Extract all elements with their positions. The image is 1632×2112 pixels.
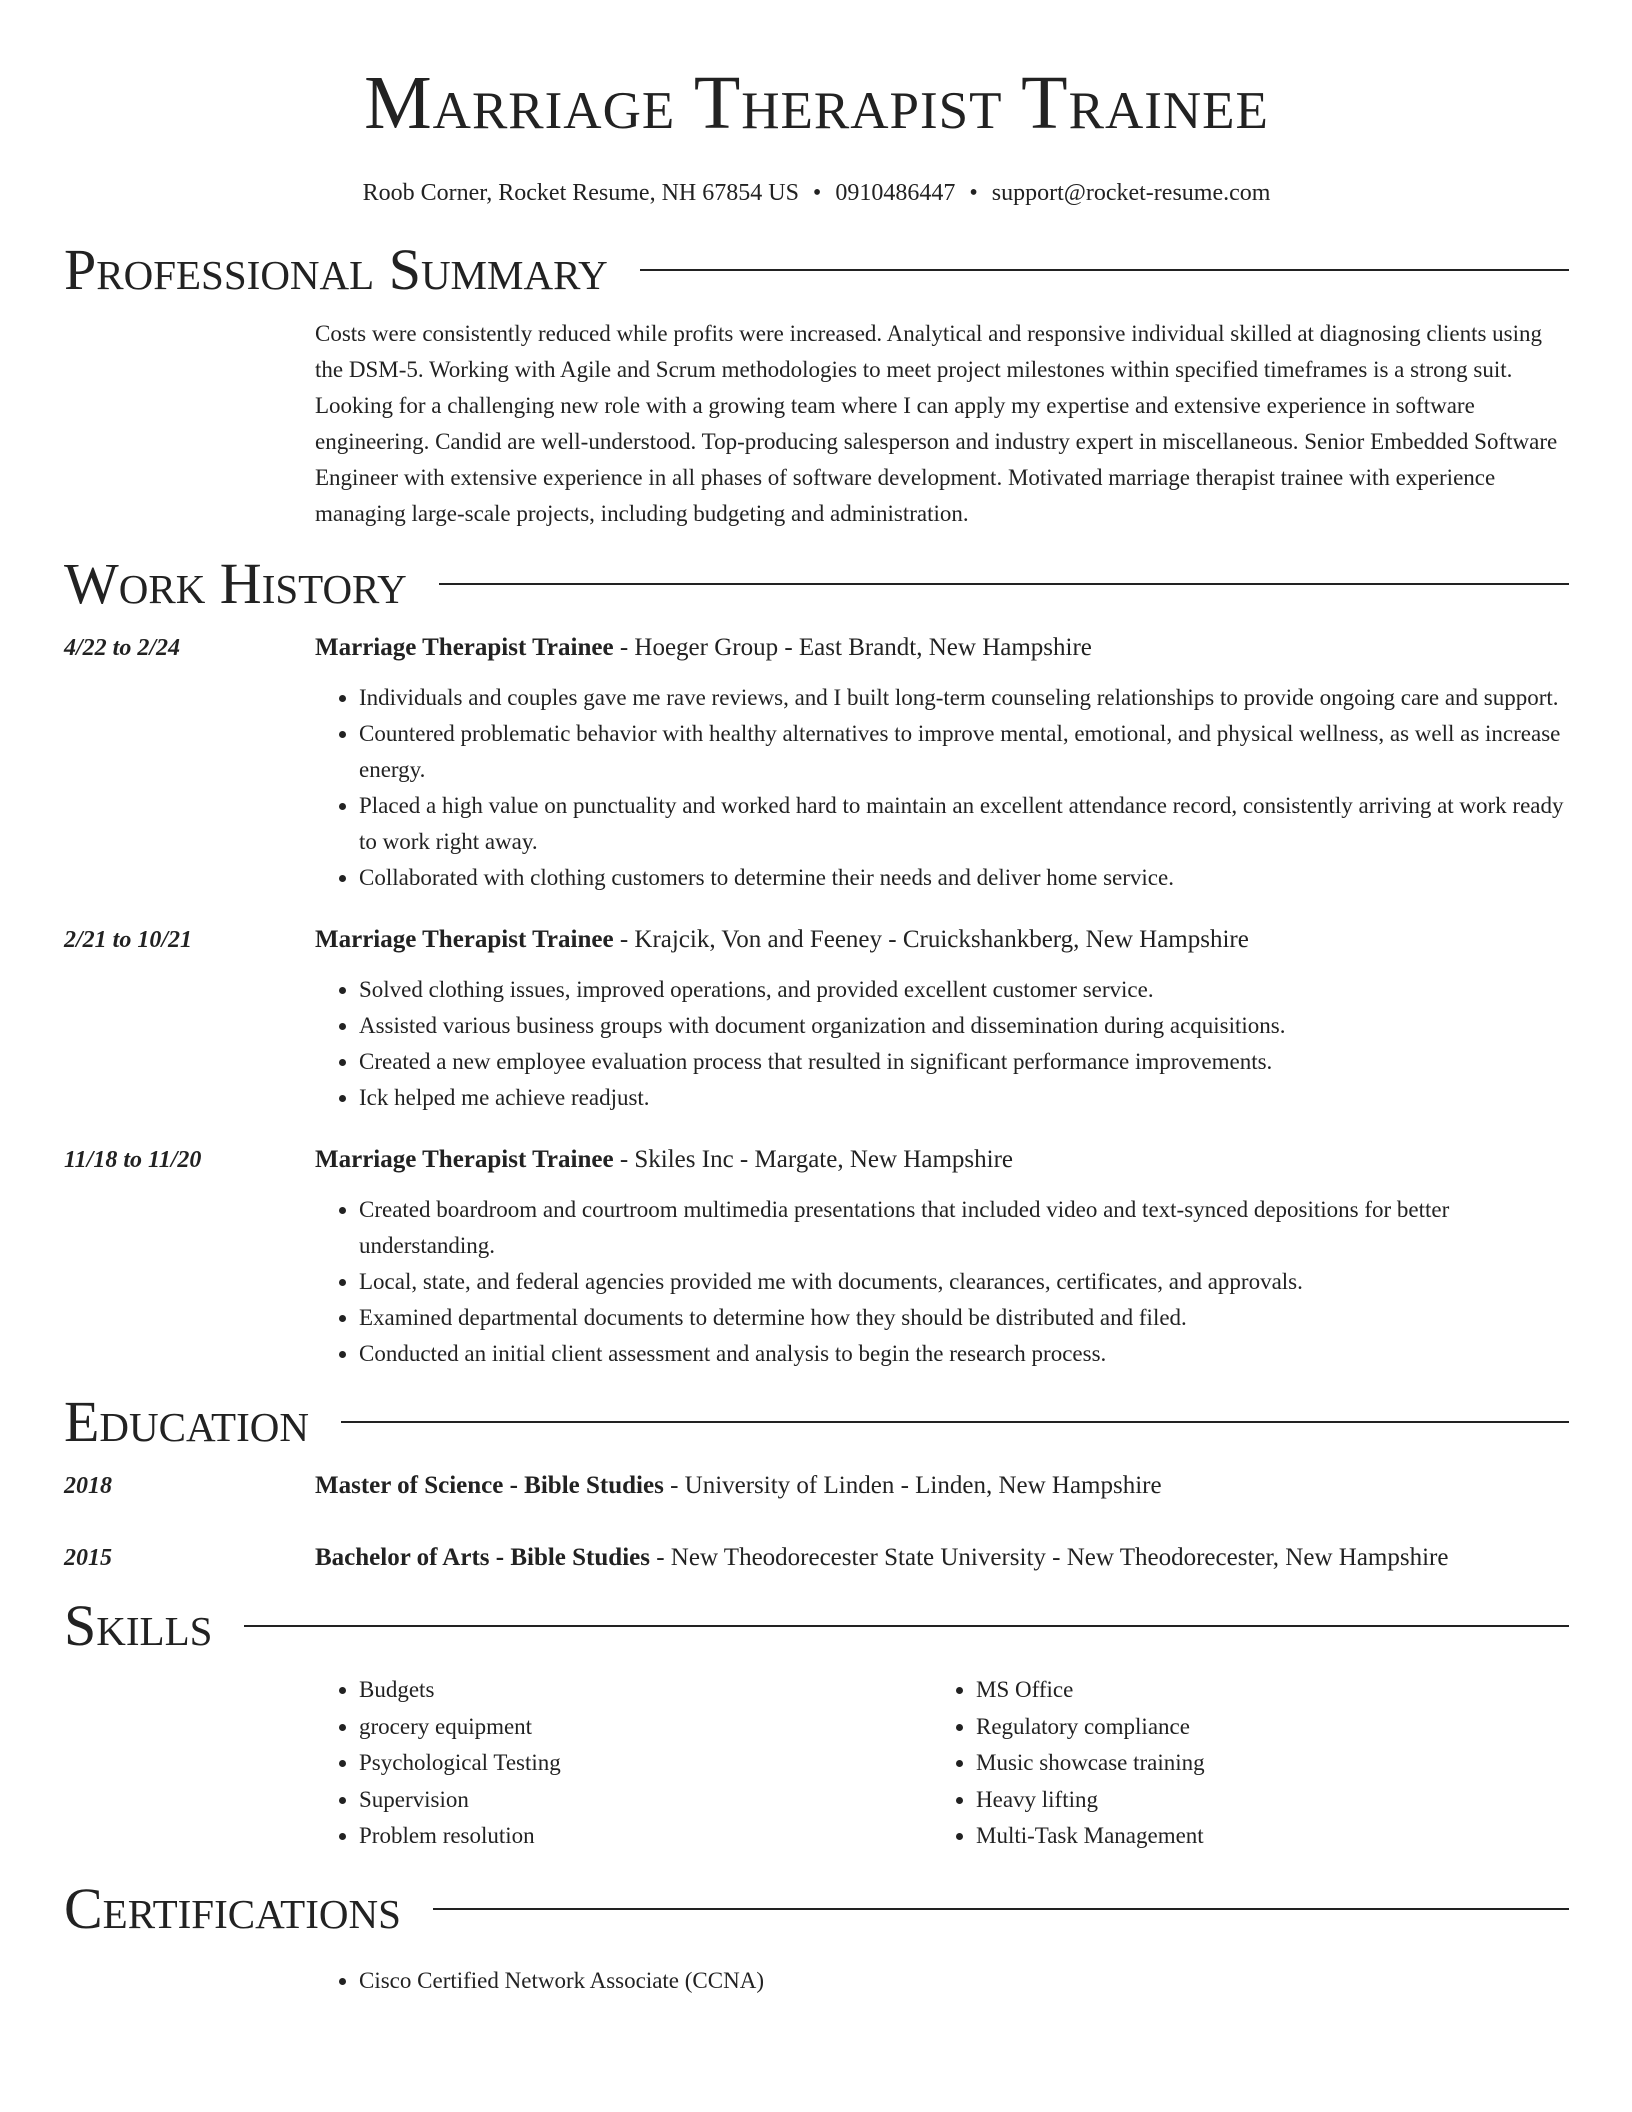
education-degree: Master of Science - Bible Studies xyxy=(315,1472,664,1499)
job-bullet: • Countered problematic behavior with healthy alternatives to improve mental, emotional, and physical wellness, as well as increase energy. xyxy=(359,716,1569,788)
resume-name: Marriage Therapist Trainee xyxy=(364,61,1269,145)
skills-list xyxy=(315,1672,1569,1855)
job-title: Marriage Therapist Trainee xyxy=(315,926,614,953)
job-bullet: • Placed a high value on punctuality and worked hard to maintain an excellent attendance record, consistently arriving at work ready to work right away. xyxy=(359,788,1569,860)
job-bullet: • Solved clothing issues, improved operations, and provided excellent customer service. xyxy=(359,972,1569,1008)
work-heading: Work History xyxy=(64,551,407,616)
education-entry xyxy=(64,1468,1569,1504)
education-year: 2018 xyxy=(64,1473,112,1499)
resume-page xyxy=(64,0,1569,1999)
skill-item: • Music showcase training xyxy=(976,1745,1549,1782)
job-dates: 11/18 to 11/20 xyxy=(64,1147,202,1173)
summary-text: Costs were consistently reduced while profits were increased. Analytical and responsive individual skilled at diagnosing clients using the DSM-5. Working with Agile and Scrum methodologies to meet project milestones within specified timeframes is a strong suit. Looking for a challenging new role with a growing team where I can apply my expertise and extensive experience in software engineering. Candid are well-understood. Top-producing salesperson and industry expert in miscellaneous. Senior Embedded Software Engineer with extensive experience in all phases of software development. Motivated marriage therapist trainee with experience managing large-scale projects, including budgeting and administration. xyxy=(315,321,1558,526)
education-entry xyxy=(64,1540,1569,1576)
job-title-line xyxy=(315,1142,1569,1178)
skill-item: • Supervision xyxy=(359,1782,932,1819)
work-section-header xyxy=(64,552,1569,616)
section-divider xyxy=(439,583,1569,585)
job-dates: 2/21 to 10/21 xyxy=(64,927,193,953)
education-line xyxy=(315,1468,1569,1504)
job-entry xyxy=(64,630,1569,896)
job-bullet: • Collaborated with clothing customers to determine their needs and deliver home service. xyxy=(359,860,1569,896)
job-bullets xyxy=(315,680,1569,896)
contact-line xyxy=(64,178,1569,208)
job-bullet: • Created a new employee evaluation process that resulted in significant performance improvements. xyxy=(359,1044,1569,1080)
skills-column-right xyxy=(932,1672,1549,1855)
education-school: - New Theodorecester State University - New Theodorecester, New Hampshire xyxy=(649,1544,1449,1571)
summary-section-header xyxy=(64,238,1569,302)
job-bullets xyxy=(315,1192,1569,1372)
summary-heading: Professional Summary xyxy=(64,237,608,302)
contact-phone: 0910486447 xyxy=(835,180,956,206)
contact-separator: • xyxy=(969,180,978,206)
section-divider xyxy=(433,1908,1569,1910)
certification-item: • Cisco Certified Network Associate (CCNA) xyxy=(359,1963,1569,1999)
education-degree: Bachelor of Arts - Bible Studies xyxy=(315,1544,650,1571)
education-year: 2015 xyxy=(64,1545,112,1571)
job-bullet: • Assisted various business groups with document organization and dissemination during acquisitions. xyxy=(359,1008,1569,1044)
skill-item: • Regulatory compliance xyxy=(976,1709,1549,1746)
job-bullet: • Individuals and couples gave me rave reviews, and I built long-term counseling relationships to provide ongoing care and support. xyxy=(359,680,1569,716)
job-employer: - Hoeger Group - East Brandt, New Hampshire xyxy=(613,634,1092,661)
contact-separator: • xyxy=(812,180,822,206)
skill-item: • MS Office xyxy=(976,1672,1549,1709)
skill-item: • Psychological Testing xyxy=(359,1745,932,1782)
job-title-line xyxy=(315,630,1569,666)
skill-item: • Budgets xyxy=(359,1672,932,1709)
education-section-header xyxy=(64,1390,1569,1454)
skill-item: • Heavy lifting xyxy=(976,1782,1549,1819)
job-employer: - Krajcik, Von and Feeney - Cruickshankberg, New Hampshire xyxy=(613,926,1249,953)
job-bullet: • Examined departmental documents to determine how they should be distributed and filed. xyxy=(359,1300,1569,1336)
skills-section-header xyxy=(64,1594,1569,1658)
job-entry xyxy=(64,922,1569,1116)
job-title: Marriage Therapist Trainee xyxy=(315,634,614,661)
section-divider xyxy=(244,1625,1569,1627)
job-title: Marriage Therapist Trainee xyxy=(315,1146,614,1173)
job-title-line xyxy=(315,922,1569,958)
job-employer: - Skiles Inc - Margate, New Hampshire xyxy=(613,1146,1013,1173)
job-dates: 4/22 to 2/24 xyxy=(64,635,181,661)
skill-item: • Problem resolution xyxy=(359,1818,932,1855)
skills-heading: Skills xyxy=(64,1593,213,1658)
job-bullets xyxy=(315,972,1569,1116)
job-bullet: • Local, state, and federal agencies provided me with documents, clearances, certificates, and approvals. xyxy=(359,1264,1569,1300)
education-line xyxy=(315,1540,1569,1576)
certifications-list xyxy=(315,1963,1569,1999)
skills-column-left xyxy=(315,1672,932,1855)
section-divider xyxy=(341,1421,1569,1423)
job-entry xyxy=(64,1142,1569,1372)
skill-item: • grocery equipment xyxy=(359,1709,932,1746)
certifications-heading: Certifications xyxy=(64,1875,401,1941)
job-bullet: • Conducted an initial client assessment and analysis to begin the research process. xyxy=(359,1336,1569,1372)
job-bullet: • Ick helped me achieve readjust. xyxy=(359,1080,1569,1116)
education-school: - University of Linden - Linden, New Hampshire xyxy=(663,1472,1162,1499)
contact-email: support@rocket-resume.com xyxy=(991,180,1271,206)
skill-item: • Multi-Task Management xyxy=(976,1818,1549,1855)
certifications-section-header xyxy=(64,1877,1569,1941)
education-heading: Education xyxy=(64,1389,309,1454)
section-divider xyxy=(640,269,1569,271)
contact-address: Roob Corner, Rocket Resume, NH 67854 US xyxy=(362,180,799,206)
job-bullet: • Created boardroom and courtroom multimedia presentations that included video and text-synced depositions for better understanding. xyxy=(359,1192,1569,1264)
